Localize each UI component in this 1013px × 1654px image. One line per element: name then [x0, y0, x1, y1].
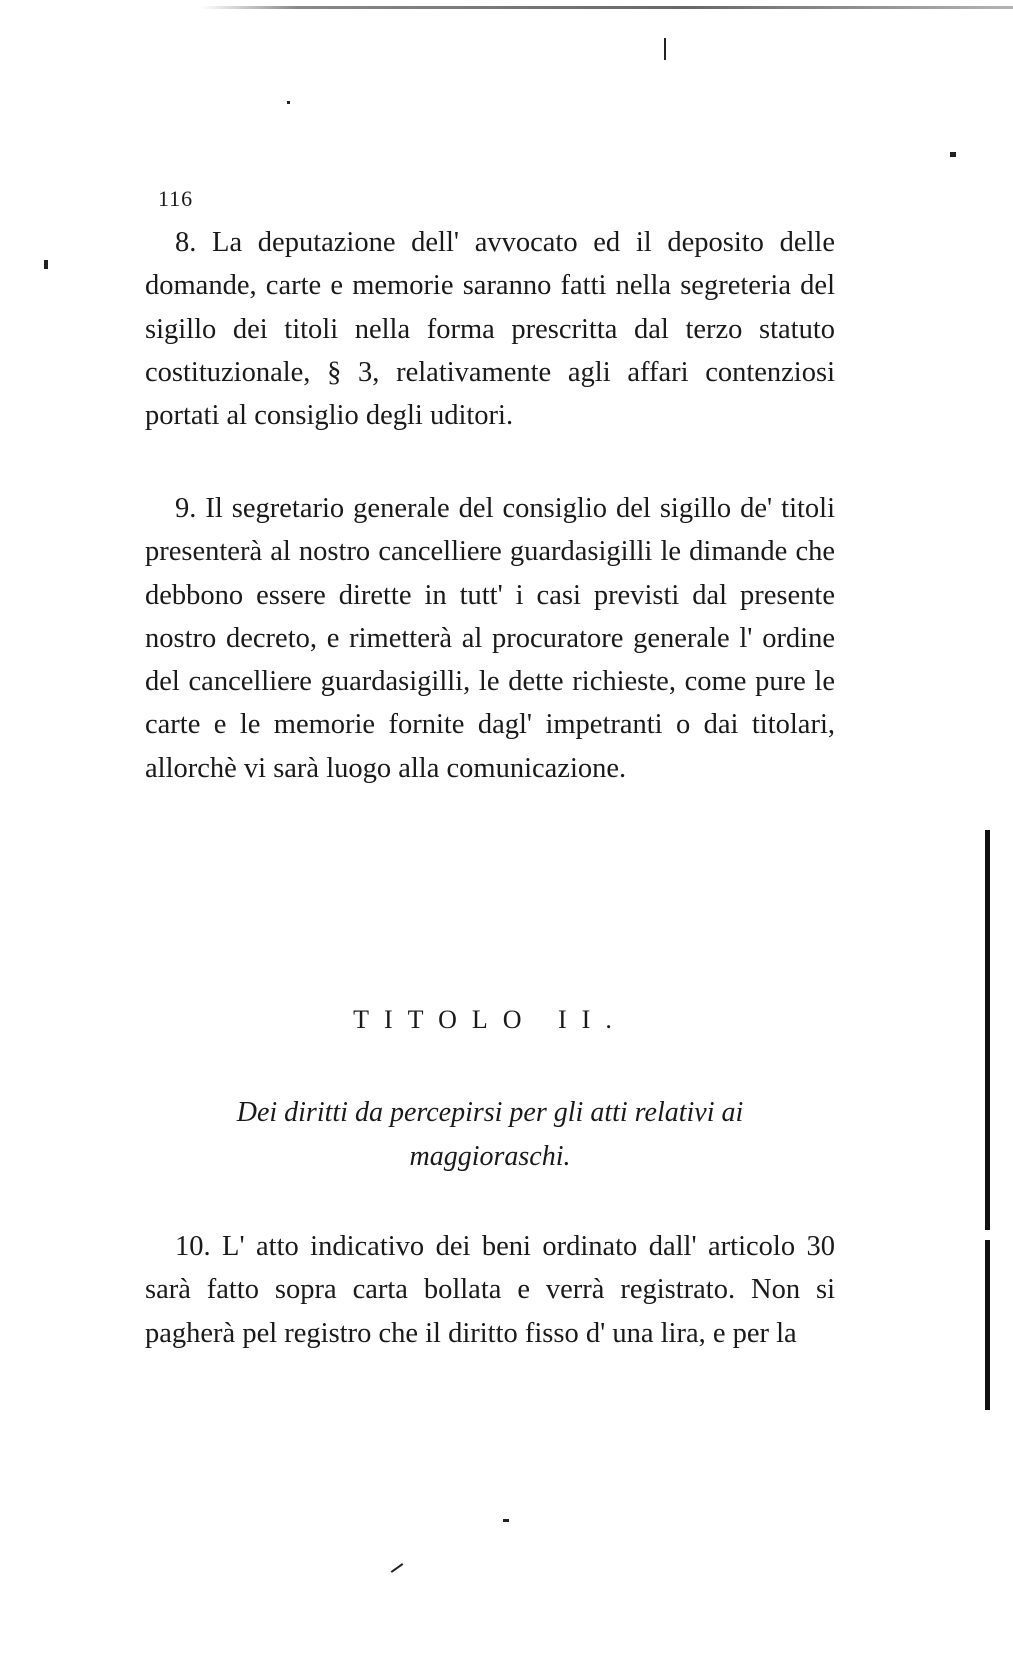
scan-speck — [287, 101, 290, 104]
scan-speck — [664, 38, 666, 60]
section-subtitle: Dei diritti da percepirsi per gli atti relativi ai maggioraschi. — [236, 1097, 744, 1172]
paragraph-9 — [145, 487, 835, 790]
paragraph-text: 8. La deputazione dell' avvocato ed il deposito delle domande, carte e memorie saranno fatti nella segreteria del sigillo dei titoli nella forma prescritta dal terzo statuto costituzionale, § 3, relativamente agli affari contenziosi portati al consiglio degli uditori. — [145, 227, 835, 432]
paragraph-text: 10. L' atto indicativo dei beni ordinato dall' articolo 30 sarà fatto sopra carta bollata e verrà registrato. Non si pagherà pel registro che il diritto fisso d' una lira, e per la — [145, 1231, 835, 1349]
scan-speck — [391, 1563, 404, 1573]
section-title: TITOLO II. — [353, 1005, 627, 1034]
scan-speck — [44, 260, 48, 269]
page-number: 116 — [158, 186, 194, 211]
paragraph-10 — [145, 1225, 835, 1355]
paragraph-text: 9. Il segretario generale del consiglio del sigillo de' titoli presenterà al nostro cancelliere guardasigilli le dimande che debbono essere dirette in tutt' i casi previsti dal presente nostro decreto, e rimetterà al procuratore generale l' ordine del cancelliere guardasigilli, le dette richieste, come pure le carte e le memorie fornite dagl' impetranti o dai titolari, allorchè vi sarà luogo alla comunicazione. — [145, 493, 835, 784]
scan-edge-artifact — [985, 830, 990, 1230]
paragraph-8 — [145, 221, 835, 437]
scan-speck — [503, 1519, 509, 1522]
scan-edge-artifact — [985, 1240, 990, 1410]
scan-speck — [950, 152, 956, 157]
scan-border-artifact — [200, 6, 1013, 9]
